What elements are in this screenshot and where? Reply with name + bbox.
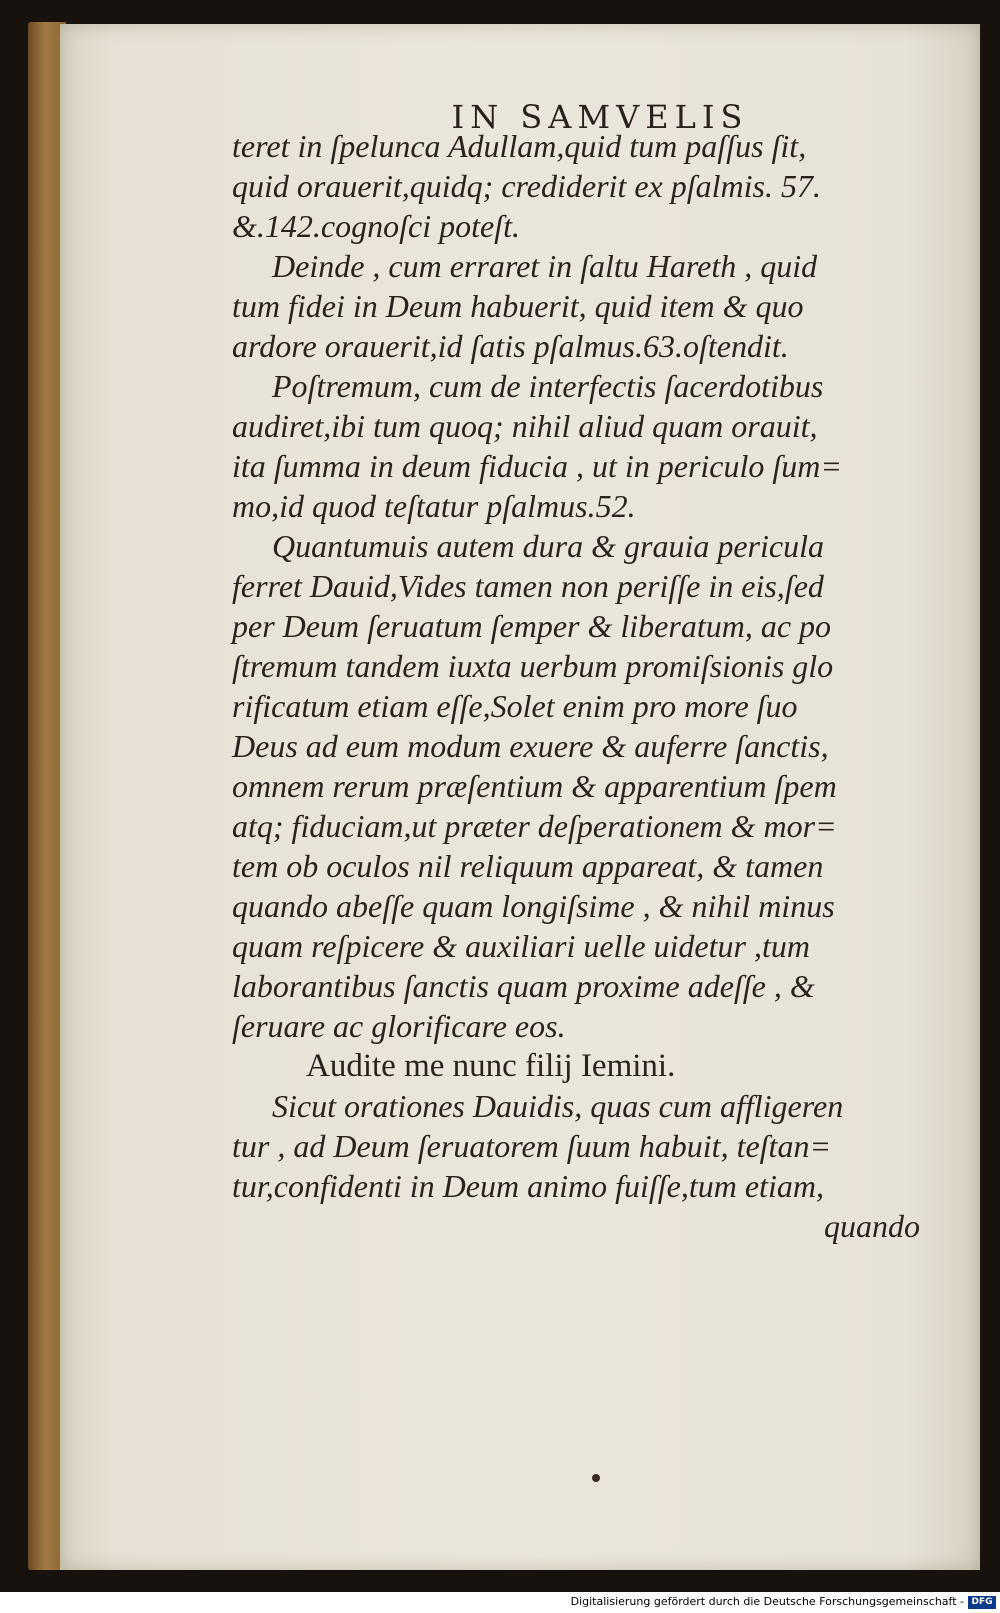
text-line: mo,id quod teſtatur pſalmus.52. <box>232 488 636 524</box>
footer-bar <box>0 1592 1000 1613</box>
text-line: tum fidei in Deum habuerit, quid item & quo <box>232 288 804 324</box>
text-line: Quantumuis autem dura & grauia pericula <box>272 528 824 564</box>
text-line: quando abeſſe quam longiſsime , & nihil minus <box>232 888 835 924</box>
text-line: quam reſpicere & auxiliari uelle uidetur ,tum <box>232 928 810 964</box>
text-line: laborantibus ſanctis quam proxime adeſſe , & <box>232 968 815 1004</box>
text-line: ſeruare ac glorificare eos. <box>232 1008 566 1044</box>
text-line: tur , ad Deum ſeruatorem ſuum habuit, teſtan= <box>232 1128 832 1164</box>
ink-spot <box>592 1474 600 1482</box>
text-line: Sicut orationes Dauidis, quas cum affligeren <box>272 1088 844 1124</box>
text-line: omnem rerum præſentium & apparentium ſpem <box>232 768 837 804</box>
text-line: Deinde , cum erraret in ſaltu Hareth , quid <box>272 248 818 284</box>
footer-credit: Digitalisierung gefördert durch die Deutsche Forschungsgemeinschaft - <box>570 1595 964 1608</box>
text-line: Poſtremum, cum de interfectis ſacerdotibus <box>272 368 824 404</box>
text-block <box>232 126 928 1246</box>
text-line: ſtremum tandem iuxta uerbum promiſsionis glo <box>232 648 834 684</box>
text-line: atq; fiduciam,ut præter deſperationem & mor= <box>232 808 837 844</box>
text-line: per Deum ſeruatum ſemper & liberatum, ac po <box>232 608 832 644</box>
catchword: quando <box>824 1208 920 1244</box>
text-line: teret in ſpelunca Adullam,quid tum paſſus ſit, <box>232 128 807 164</box>
text-line: ferret Dauid,Vides tamen non periſſe in eis,ſed <box>232 568 824 604</box>
section-heading: Audite me nunc filij Iemini. <box>306 1048 676 1084</box>
text-line: ita ſumma in deum fiducia , ut in periculo ſum= <box>232 448 842 484</box>
text-line: tem ob oculos nil reliquum appareat, & tamen <box>232 848 824 884</box>
text-line: Deus ad eum modum exuere & auferre ſanctis, <box>232 728 829 764</box>
dfg-logo-icon: DFG <box>968 1596 996 1609</box>
text-line: tur,confidenti in Deum animo fuiſſe,tum etiam, <box>232 1168 824 1204</box>
text-line: ardore orauerit,id ſatis pſalmus.63.oſtendit. <box>232 328 789 364</box>
text-line: rificatum etiam eſſe,Solet enim pro more ſuo <box>232 688 798 724</box>
text-line: audiret,ibi tum quoq; nihil aliud quam orauit, <box>232 408 818 444</box>
text-line: &.142.cognoſci poteſt. <box>232 208 520 244</box>
running-head: IN SAMVELIS <box>451 98 749 136</box>
text-line: quid orauerit,quidq; crediderit ex pſalmis. 57. <box>232 168 821 204</box>
